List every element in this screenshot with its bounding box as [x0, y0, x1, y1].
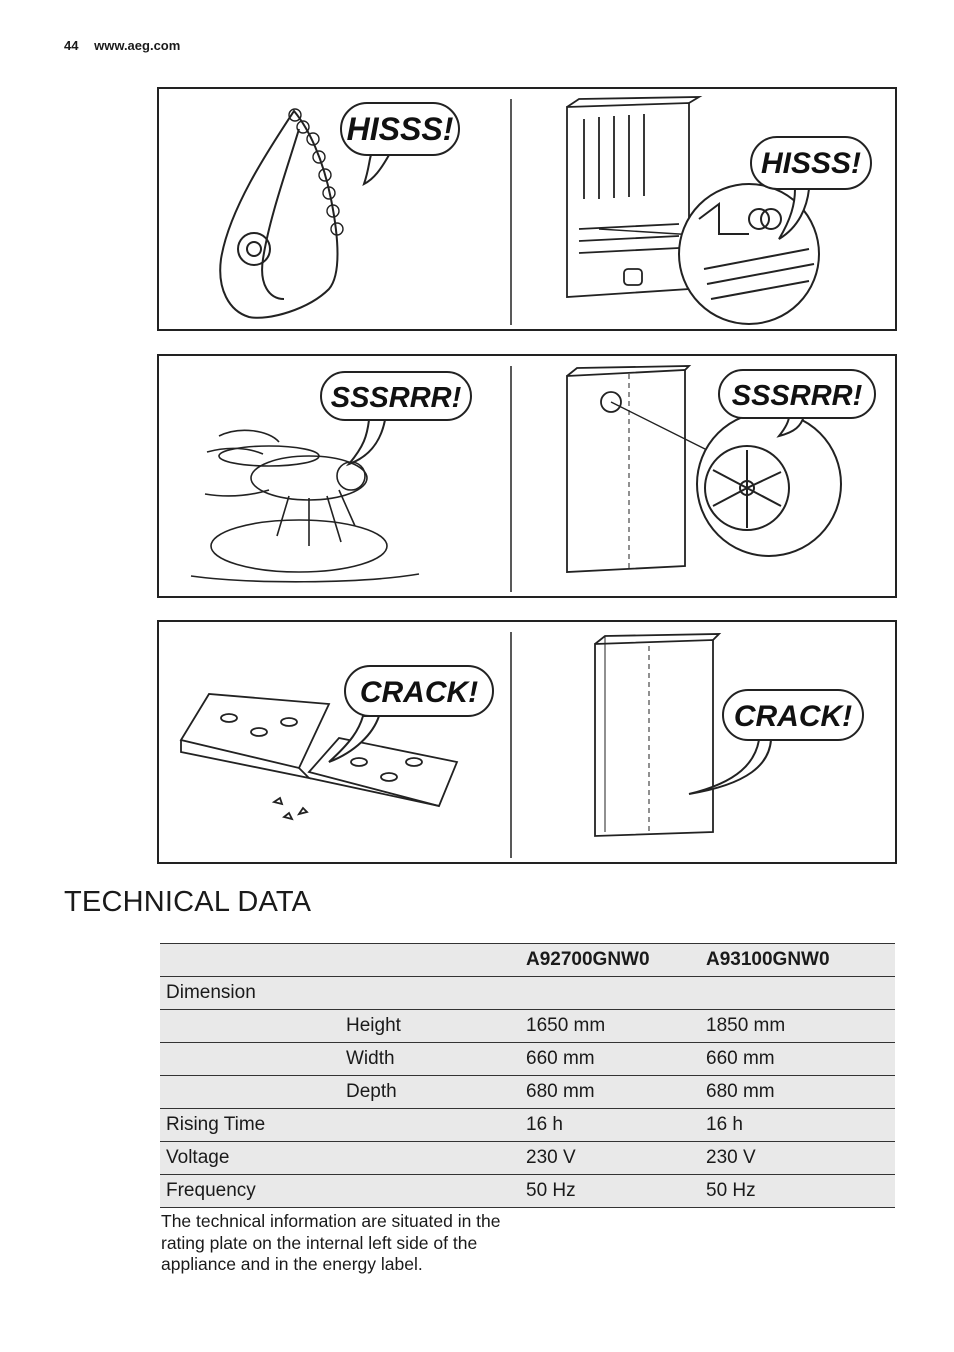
table-header-cell: A93100GNW0 — [700, 944, 895, 977]
table-row — [160, 1043, 895, 1076]
table-header-cell: A92700GNW0 — [520, 944, 700, 977]
table-cell — [340, 1175, 520, 1208]
table-cell: Dimension — [160, 977, 340, 1010]
table-header-cell — [160, 944, 340, 977]
website-link[interactable]: www.aeg.com — [94, 38, 181, 53]
table-row — [160, 977, 895, 1010]
table-cell: 50 Hz — [700, 1175, 895, 1208]
table-cell: Frequency — [160, 1175, 340, 1208]
table-cell — [340, 977, 520, 1010]
illustration-panel-buzz — [157, 354, 897, 598]
table-cell — [520, 977, 700, 1010]
steam-puffs — [289, 109, 343, 235]
page-header — [64, 38, 180, 53]
table-cell: 1650 mm — [520, 1010, 700, 1043]
technical-data-table — [160, 943, 895, 1208]
table-cell: 680 mm — [700, 1076, 895, 1109]
coil-zoom-circle — [599, 184, 819, 324]
hiss-illustration — [159, 89, 899, 333]
table-cell — [340, 1142, 520, 1175]
table-cell: 660 mm — [700, 1043, 895, 1076]
table-cell — [700, 977, 895, 1010]
sound-label: SSSRRR! — [731, 380, 863, 412]
illustration-panel-hiss — [157, 87, 897, 331]
table-cell: 660 mm — [520, 1043, 700, 1076]
table-row — [160, 1142, 895, 1175]
fridge-front-drawing — [567, 366, 689, 572]
table-cell: 230 V — [700, 1142, 895, 1175]
table-cell — [160, 1010, 340, 1043]
steam-iron-drawing — [220, 111, 337, 318]
technical-note: The technical information are situated in the rating plate on the internal left side of the appliance and in the energy label. — [161, 1211, 501, 1274]
table-cell: Rising Time — [160, 1109, 340, 1142]
table-cell: 680 mm — [520, 1076, 700, 1109]
crack-illustration — [159, 622, 899, 866]
buzz-illustration — [159, 356, 899, 600]
table-cell: 1850 mm — [700, 1010, 895, 1043]
table-row — [160, 1076, 895, 1109]
sound-label: SSSRRR! — [330, 382, 462, 414]
table-cell: 50 Hz — [520, 1175, 700, 1208]
table-cell: 16 h — [700, 1109, 895, 1142]
table-row — [160, 1010, 895, 1043]
table-cell — [160, 1076, 340, 1109]
table-row — [160, 1109, 895, 1142]
fridge-drawing — [595, 634, 719, 836]
illustration-panel-crack — [157, 620, 897, 864]
table-header-cell — [340, 944, 520, 977]
sound-label: HISSS! — [346, 111, 454, 147]
table-cell: Depth — [340, 1076, 520, 1109]
table-cell: 230 V — [520, 1142, 700, 1175]
fan-zoom-circle — [611, 402, 841, 556]
sound-label: CRACK! — [733, 700, 853, 733]
table-cell — [340, 1109, 520, 1142]
table-row — [160, 1175, 895, 1208]
fly-drawing — [191, 430, 419, 581]
page-number: 44 — [64, 38, 79, 53]
table-cell: Width — [340, 1043, 520, 1076]
sound-label: CRACK! — [359, 676, 479, 709]
table-cell: Voltage — [160, 1142, 340, 1175]
table-cell: 16 h — [520, 1109, 700, 1142]
table-header-row — [160, 944, 895, 977]
table-cell — [160, 1043, 340, 1076]
sound-label: HISSS! — [760, 147, 862, 180]
fridge-back-drawing — [567, 97, 699, 297]
table-cell: Height — [340, 1010, 520, 1043]
section-title: TECHNICAL DATA — [64, 886, 312, 918]
